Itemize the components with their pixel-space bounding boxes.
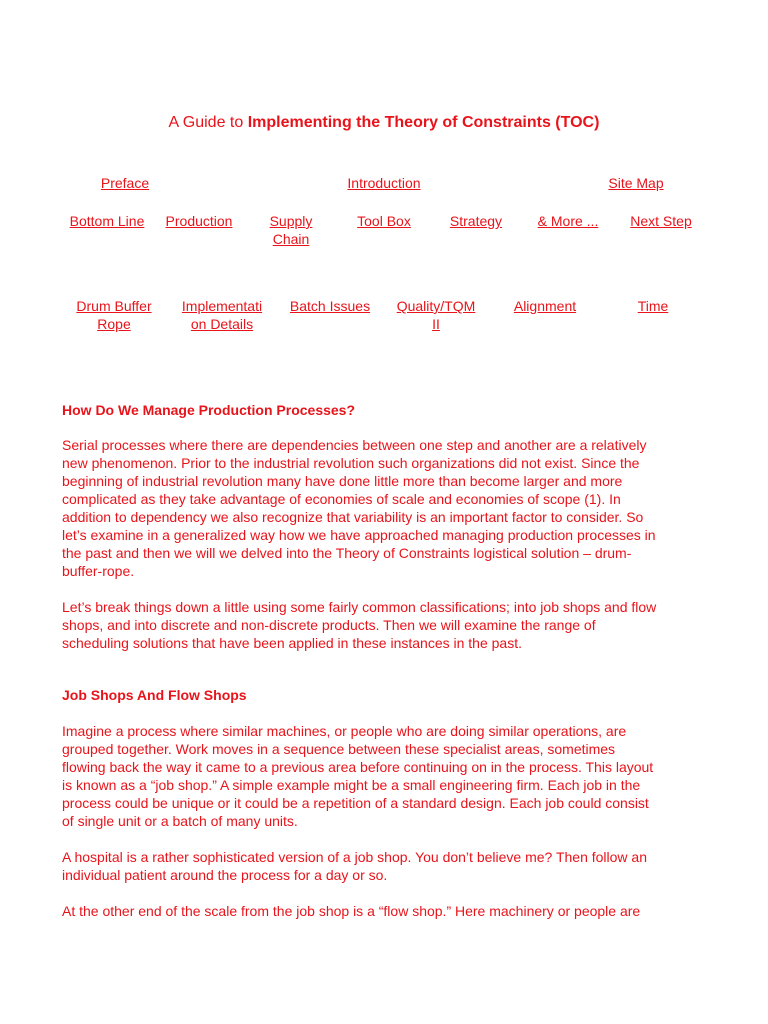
- nav-link-dbr-line2: Rope: [97, 316, 131, 332]
- nav-link-more[interactable]: & More ...: [537, 213, 599, 229]
- text-line: Imagine a process where similar machines, or people who are doing similar operations, are: [62, 723, 627, 739]
- text-line: grouped together. Work moves in a sequence between these specialist areas, sometimes: [62, 741, 616, 757]
- nav-link-preface[interactable]: Preface: [100, 175, 150, 191]
- page-title: [0, 113, 768, 133]
- nav-link-next-step[interactable]: Next Step: [630, 213, 692, 229]
- nav-link-alignment[interactable]: Alignment: [513, 298, 577, 314]
- text-line: is known as a “job shop.” A simple example might be a small engineering firm. Each job in the: [62, 777, 641, 793]
- text-line: of single unit or a batch of many units.: [62, 813, 298, 829]
- text-line: scheduling solutions that have been applied in these instances in the past.: [62, 635, 522, 651]
- text-line: Serial processes where there are dependencies between one step and another are a relatively: [62, 437, 647, 453]
- nav-link-production[interactable]: Production: [165, 213, 233, 229]
- nav-link-strategy[interactable]: Strategy: [449, 213, 503, 229]
- nav-link-drum-buffer-rope[interactable]: [66, 297, 162, 333]
- paragraph: [62, 902, 712, 920]
- title-main: Implementing the Theory of Constraints (TOC): [247, 114, 600, 131]
- text-line: Let’s break things down a little using some fairly common classifications; into job shops and flow: [62, 599, 657, 615]
- title-prefix: A Guide to: [168, 114, 248, 131]
- nav-link-dbr-line1: Drum Buffer: [76, 298, 152, 314]
- section-heading-production: How Do We Manage Production Processes?: [62, 402, 356, 418]
- text-line: At the other end of the scale from the job shop is a “flow shop.” Here machinery or people are: [62, 903, 641, 919]
- nav-link-supply-chain-line2: Chain: [272, 231, 310, 247]
- paragraph: [62, 436, 712, 580]
- nav-link-quality-line1: Quality/TQM: [396, 298, 476, 314]
- text-line: addition to dependency we also recognize that variability is an important factor to consider. So: [62, 509, 644, 525]
- text-line: shops, and into discrete and non-discrete products. Then we will examine the range of: [62, 617, 596, 633]
- nav-link-time[interactable]: Time: [637, 298, 669, 314]
- nav-link-site-map[interactable]: Site Map: [608, 175, 664, 191]
- text-line: process could be unique or it could be a repetition of a standard design. Each job could consist: [62, 795, 649, 811]
- text-line: the past and then we will we delved into the Theory of Constraints logistical solution – drum-: [62, 545, 632, 561]
- paragraph: [62, 598, 712, 652]
- nav-link-tool-box[interactable]: Tool Box: [357, 213, 411, 229]
- text-line: let’s examine in a generalized way how we have approached managing production processes in: [62, 527, 656, 543]
- text-line: individual patient around the process for a day or so.: [62, 867, 388, 883]
- text-line: new phenomenon. Prior to the industrial revolution such organizations did not exist. Since the: [62, 455, 640, 471]
- paragraph: [62, 722, 712, 830]
- nav-link-implementation-details[interactable]: [174, 297, 270, 333]
- nav-link-impl-line2: on Details: [190, 316, 254, 332]
- section-heading-job-shops: Job Shops And Flow Shops: [62, 687, 247, 703]
- text-line: flowing back the way it came to a previous area before continuing on in the process. This layout: [62, 759, 654, 775]
- text-line: complicated as they take advantage of economies of scale and economies of scope (1). In: [62, 491, 621, 507]
- text-line: beginning of industrial revolution many have done little more than become larger and more: [62, 473, 623, 489]
- nav-link-supply-chain-line1: Supply: [269, 213, 313, 229]
- nav-link-impl-line1: Implementati: [181, 298, 263, 314]
- paragraph: [62, 848, 712, 884]
- text-line: buffer-rope.: [62, 563, 135, 579]
- nav-link-batch-issues[interactable]: Batch Issues: [289, 298, 371, 314]
- nav-link-introduction[interactable]: Introduction: [347, 175, 421, 191]
- nav-link-quality-tqm[interactable]: [390, 297, 482, 333]
- nav-link-quality-line2: II: [432, 316, 440, 332]
- nav-link-supply-chain[interactable]: [252, 212, 330, 248]
- nav-link-bottom-line[interactable]: Bottom Line: [69, 213, 145, 229]
- text-line: A hospital is a rather sophisticated version of a job shop. You don’t believe me? Then follow an: [62, 849, 648, 865]
